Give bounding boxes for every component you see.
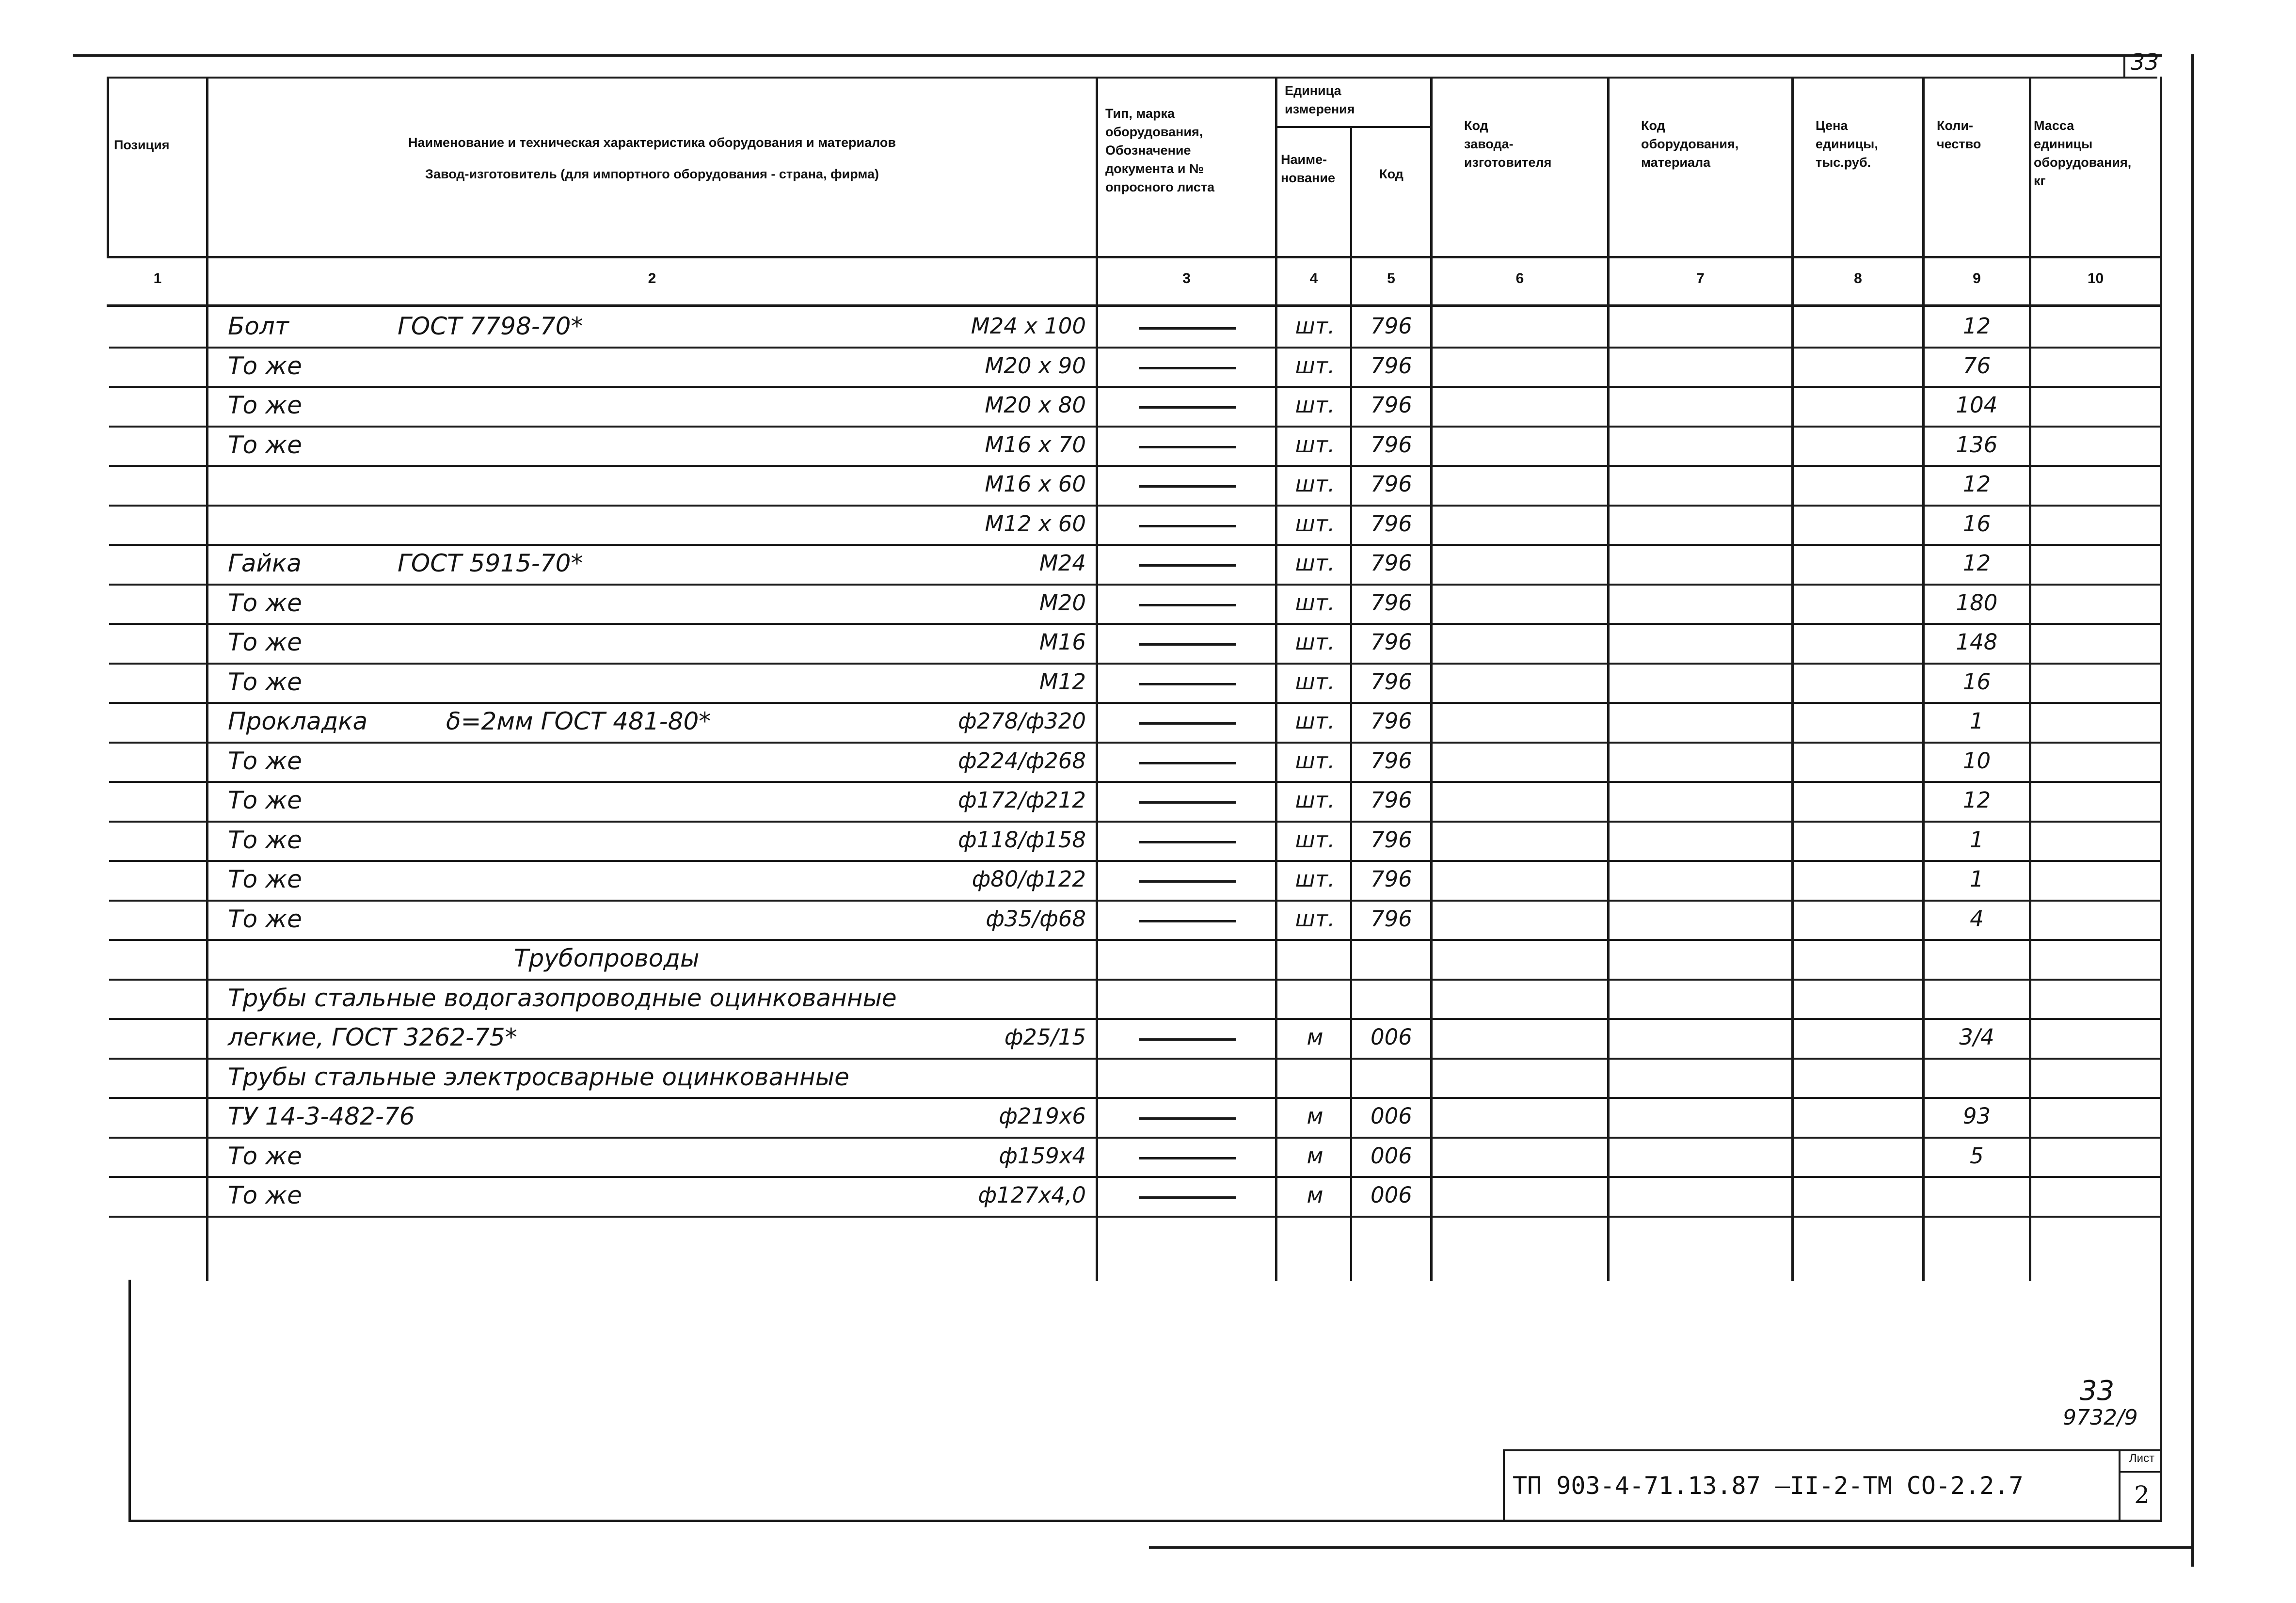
- item-name: Гайка: [228, 549, 302, 577]
- stamp-sheet-divider: [2119, 1449, 2121, 1521]
- unit-code: 796: [1371, 906, 1412, 932]
- row-line: [109, 347, 2162, 349]
- row-line: [109, 623, 2162, 625]
- col4-header: [1281, 150, 1349, 187]
- col9-header: [1937, 116, 2026, 153]
- quantity: 1: [1970, 708, 1984, 734]
- row-line: [109, 860, 2162, 862]
- header-top-line: [107, 77, 2157, 79]
- type-dash: [1139, 1038, 1236, 1041]
- unit-name: шт.: [1295, 313, 1335, 339]
- item-standard: ГОСТ 5915-70*: [398, 549, 583, 577]
- unit-name: шт.: [1295, 353, 1335, 379]
- column-number: 3: [1182, 270, 1191, 286]
- unit-name: шт.: [1295, 511, 1335, 537]
- item-name: То же: [228, 786, 302, 814]
- unit-code: 796: [1371, 550, 1412, 576]
- row-line: [109, 465, 2162, 467]
- unit-code: 006: [1371, 1024, 1412, 1050]
- col9-header-line: Коли-: [1937, 118, 1974, 133]
- column-number: 1: [153, 270, 162, 286]
- frame-left-lower: [128, 1280, 131, 1522]
- row-line: [109, 386, 2162, 388]
- type-dash: [1139, 1196, 1236, 1199]
- item-name: То же: [228, 1142, 302, 1170]
- item-size: ф172/ф212: [958, 787, 1086, 813]
- unit-name: шт.: [1295, 906, 1335, 932]
- type-dash: [1139, 367, 1236, 369]
- type-dash: [1139, 525, 1236, 527]
- header-bottom-line: [107, 256, 2162, 258]
- unit-code: 006: [1371, 1143, 1412, 1169]
- column-number: 10: [2087, 270, 2104, 286]
- row-line: [109, 742, 2162, 744]
- col8-header: [1816, 116, 1920, 172]
- unit-name: шт.: [1295, 866, 1335, 892]
- col5-header: Код: [1379, 167, 1403, 181]
- col10-header-line: Масса: [2034, 118, 2074, 133]
- col10-header-line: единицы: [2034, 137, 2093, 151]
- item-size: ф25/15: [1004, 1024, 1086, 1050]
- unit-subheader-line: [1276, 126, 1431, 128]
- quantity: 16: [1962, 669, 1991, 695]
- item-size: ф118/ф158: [958, 827, 1086, 853]
- unit-code: 796: [1371, 590, 1412, 616]
- unit-name: м: [1307, 1143, 1323, 1169]
- type-dash: [1139, 722, 1236, 725]
- item-name: Болт: [228, 312, 289, 340]
- unit-name: шт.: [1295, 748, 1335, 774]
- item-size: М20 х 80: [985, 392, 1086, 418]
- item-size: ф219х6: [999, 1103, 1086, 1129]
- unit-code: 796: [1371, 787, 1412, 813]
- unit-name: шт.: [1295, 787, 1335, 813]
- unit-code: 796: [1371, 708, 1412, 734]
- col10-header-line: оборудования,: [2034, 155, 2132, 170]
- col2-header-line1: Наименование и техническая характеристика оборудования и материалов: [408, 135, 896, 150]
- unit-code: 796: [1371, 471, 1412, 497]
- right-border-inner: [2160, 77, 2162, 1521]
- item-name: То же: [228, 589, 302, 617]
- col3-header-line: Обозначение: [1105, 143, 1191, 158]
- sheet-label: Лист: [2129, 1452, 2155, 1465]
- col4-header-line: Наиме-: [1281, 152, 1327, 167]
- item-size: М16 х 70: [985, 432, 1086, 458]
- type-dash: [1139, 880, 1236, 883]
- item-size: М12: [1039, 669, 1086, 695]
- unit-name: шт.: [1295, 629, 1335, 655]
- item-name: легкие, ГОСТ 3262-75*: [228, 1023, 517, 1051]
- quantity: 1: [1970, 866, 1984, 892]
- col7-header-line: Код: [1641, 118, 1665, 133]
- item-size: М20 х 90: [985, 353, 1086, 379]
- row-line: [109, 1018, 2162, 1020]
- item-size: М12 х 60: [985, 511, 1086, 537]
- column-number: 2: [648, 270, 656, 286]
- type-dash: [1139, 604, 1236, 606]
- quantity: 12: [1962, 550, 1991, 576]
- corner-page-number: 33: [2131, 49, 2159, 75]
- item-standard: ГОСТ 7798-70*: [398, 312, 583, 340]
- unit-code: 796: [1371, 827, 1412, 853]
- col6-header-line: изготовителя: [1464, 155, 1552, 170]
- column-number: 7: [1696, 270, 1705, 286]
- item-name: То же: [228, 668, 302, 696]
- type-dash: [1139, 1117, 1236, 1120]
- item-name: То же: [228, 1181, 302, 1209]
- unit-code: 006: [1371, 1182, 1412, 1208]
- unit-code: 796: [1371, 353, 1412, 379]
- row-line: [109, 781, 2162, 783]
- quantity: 1: [1970, 827, 1984, 853]
- quantity: 5: [1970, 1143, 1984, 1169]
- col9-header-line: чество: [1937, 137, 1981, 151]
- unit-name: шт.: [1295, 708, 1335, 734]
- unit-name: м: [1307, 1024, 1323, 1050]
- row-line: [109, 1216, 2162, 1218]
- unit-name: шт.: [1295, 669, 1335, 695]
- document-reference: 9732/9: [2063, 1405, 2138, 1430]
- col7-header-line: материала: [1641, 155, 1711, 170]
- item-name: То же: [228, 747, 302, 775]
- col1-header: Позиция: [114, 138, 170, 152]
- unit-code: 796: [1371, 866, 1412, 892]
- type-dash: [1139, 446, 1236, 448]
- col-line-7: [1791, 77, 1794, 1281]
- col3-header: [1105, 104, 1275, 196]
- unit-code: 006: [1371, 1103, 1412, 1129]
- page-number-large: 33: [2080, 1375, 2115, 1407]
- col10-header: [2034, 116, 2160, 190]
- unit-name: шт.: [1295, 432, 1335, 458]
- col-line-1: [206, 77, 208, 1281]
- row-line: [109, 702, 2162, 704]
- type-dash: [1139, 643, 1236, 646]
- col-line-3: [1275, 77, 1277, 1281]
- col10-header-line: кг: [2034, 174, 2046, 188]
- col6-header-line: завода-: [1464, 137, 1514, 151]
- unit-name: м: [1307, 1103, 1323, 1129]
- corner-box-left: [2123, 54, 2125, 78]
- item-name: ТУ 14-3-482-76: [228, 1102, 415, 1130]
- item-size: ф127х4,0: [978, 1182, 1086, 1208]
- unit-code: 796: [1371, 313, 1412, 339]
- column-number: 8: [1854, 270, 1862, 286]
- col8-header-line: Цена: [1816, 118, 1848, 133]
- row-line: [109, 505, 2162, 507]
- item-name: То же: [228, 905, 302, 933]
- item-size: ф159х4: [999, 1143, 1086, 1169]
- top-border-line: [73, 54, 2162, 57]
- stamp-box-top: [1503, 1449, 2162, 1451]
- unit-group-header-line: измерения: [1285, 102, 1355, 116]
- col6-header: [1464, 116, 1605, 172]
- quantity: 12: [1962, 313, 1991, 339]
- type-dash: [1139, 762, 1236, 764]
- unit-name: м: [1307, 1182, 1323, 1208]
- column-number: 5: [1387, 270, 1395, 286]
- right-border-outer: [2191, 54, 2194, 1567]
- col4-header-line: нование: [1281, 171, 1335, 185]
- row-line: [109, 663, 2162, 665]
- unit-name: шт.: [1295, 827, 1335, 853]
- left-border: [107, 77, 109, 258]
- unit-name: шт.: [1295, 550, 1335, 576]
- column-number: 4: [1309, 270, 1318, 286]
- colnum-bottom-line: [107, 304, 2162, 307]
- unit-group-header: [1285, 81, 1430, 118]
- col8-header-line: единицы,: [1816, 137, 1878, 151]
- col-line-8: [1922, 77, 1925, 1281]
- item-name: Прокладка: [228, 707, 368, 735]
- type-dash: [1139, 841, 1236, 843]
- quantity: 3/4: [1959, 1024, 1994, 1050]
- quantity: 76: [1962, 353, 1991, 379]
- quantity: 4: [1970, 906, 1984, 932]
- quantity: 180: [1956, 590, 1998, 616]
- unit-code: 796: [1371, 669, 1412, 695]
- item-size: М16: [1039, 629, 1086, 655]
- unit-group-header-line: Единица: [1285, 83, 1341, 98]
- item-name: Трубопроводы: [514, 944, 700, 972]
- item-name: Трубы стальные электросварные оцинкованные: [228, 1063, 849, 1091]
- col7-header: [1641, 116, 1789, 172]
- type-dash: [1139, 485, 1236, 488]
- item-name: То же: [228, 352, 302, 380]
- col3-header-line: оборудования,: [1105, 125, 1203, 139]
- row-line: [109, 1137, 2162, 1139]
- col7-header-line: оборудования,: [1641, 137, 1739, 151]
- col6-header-line: Код: [1464, 118, 1488, 133]
- quantity: 12: [1962, 471, 1991, 497]
- item-name: То же: [228, 865, 302, 893]
- sheet-number: 2: [2134, 1481, 2150, 1509]
- quantity: 93: [1962, 1103, 1991, 1129]
- row-line: [109, 979, 2162, 981]
- col2-header-line2: Завод-изготовитель (для импортного оборудования - страна, фирма): [425, 167, 879, 181]
- quantity: 10: [1962, 748, 1991, 774]
- unit-code: 796: [1371, 629, 1412, 655]
- col-line-2: [1096, 77, 1098, 1281]
- unit-code: 796: [1371, 748, 1412, 774]
- bottom-outer-line: [1149, 1546, 2191, 1549]
- col-line-6: [1607, 77, 1610, 1281]
- col-line-5: [1430, 77, 1433, 1281]
- row-line: [109, 821, 2162, 823]
- quantity: 104: [1956, 392, 1998, 418]
- item-name: То же: [228, 431, 302, 459]
- row-line: [109, 1058, 2162, 1060]
- stamp-box-left: [1503, 1449, 1505, 1521]
- item-name: Трубы стальные водогазопроводные оцинкованные: [228, 984, 897, 1012]
- quantity: 16: [1962, 511, 1991, 537]
- col3-header-line: документа и №: [1105, 161, 1204, 176]
- type-dash: [1139, 801, 1236, 804]
- frame-bottom-line: [128, 1520, 2162, 1522]
- column-number: 6: [1515, 270, 1524, 286]
- col8-header-line: тыс.руб.: [1816, 155, 1871, 170]
- type-dash: [1139, 564, 1236, 567]
- quantity: 136: [1956, 432, 1998, 458]
- unit-code: 796: [1371, 392, 1412, 418]
- unit-code: 796: [1371, 511, 1412, 537]
- item-name: То же: [228, 391, 302, 419]
- item-size: М16 х 60: [985, 471, 1086, 497]
- row-line: [109, 939, 2162, 941]
- type-dash: [1139, 406, 1236, 409]
- row-line: [109, 426, 2162, 428]
- row-line: [109, 900, 2162, 902]
- item-size: М24: [1039, 550, 1086, 576]
- item-name: То же: [228, 826, 302, 854]
- type-dash: [1139, 1157, 1236, 1159]
- type-dash: [1139, 920, 1236, 922]
- type-dash: [1139, 683, 1236, 685]
- item-size: ф224/ф268: [958, 748, 1086, 774]
- unit-name: шт.: [1295, 590, 1335, 616]
- unit-name: шт.: [1295, 471, 1335, 497]
- row-line: [109, 1097, 2162, 1099]
- row-line: [109, 544, 2162, 546]
- col3-header-line: опросного листа: [1105, 180, 1215, 194]
- item-standard: δ=2мм ГОСТ 481-80*: [446, 707, 711, 735]
- unit-code: 796: [1371, 432, 1412, 458]
- column-number: 9: [1973, 270, 1981, 286]
- item-name: То же: [228, 628, 302, 656]
- quantity: 12: [1962, 787, 1991, 813]
- item-size: ф80/ф122: [972, 866, 1086, 892]
- col-line-9: [2029, 77, 2031, 1281]
- quantity: 148: [1956, 629, 1998, 655]
- stamp-sheet-label-line: [2119, 1471, 2162, 1473]
- item-size: М20: [1039, 590, 1086, 616]
- row-line: [109, 584, 2162, 586]
- document-designation: ТП 903-4-71.13.87 —II-2-ТМ СО-2.2.7: [1513, 1472, 2024, 1500]
- item-size: М24 х 100: [971, 313, 1086, 339]
- item-size: ф35/ф68: [986, 906, 1086, 932]
- row-line: [109, 1176, 2162, 1178]
- item-size: ф278/ф320: [958, 708, 1086, 734]
- type-dash: [1139, 327, 1236, 330]
- unit-name: шт.: [1295, 392, 1335, 418]
- col3-header-line: Тип, марка: [1105, 106, 1175, 121]
